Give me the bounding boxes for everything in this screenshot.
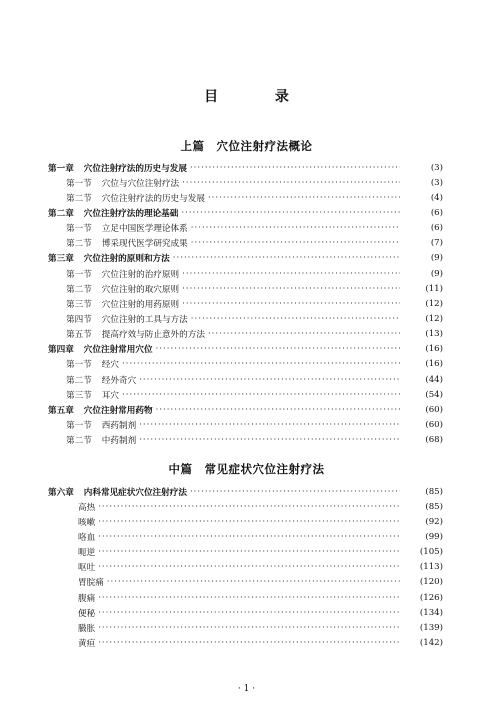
toc-section-row[interactable] [0,281,493,296]
dot-leader [98,547,400,557]
dot-leader [181,208,400,218]
toc-section-row[interactable] [0,357,493,372]
toc-entry-title: 中药制剂 [101,436,137,447]
toc-topic-row[interactable] [0,499,493,514]
toc-chapter-row[interactable] [0,160,493,175]
toc-entry-title: 经穴 [101,360,119,371]
part-label: 上篇 [180,139,205,153]
toc-topic-row[interactable] [0,575,493,590]
dot-leader [139,420,400,430]
toc-section-row[interactable] [0,311,493,326]
toc-entry-title: 便秘 [78,608,96,619]
toc-page-number: (3) [430,177,443,188]
toc-entry-title: 穴位与穴位注射疗法 [101,178,180,189]
toc-entry-title: 穴位注射疗法的历史与发展 [101,193,205,204]
toc-entry-number: 第一节 [66,360,92,371]
dot-leader [191,223,400,233]
toc-entry-number: 第六章 [48,487,74,498]
part-heading-2 [0,461,493,477]
toc-page-number: (60) [425,404,443,415]
dot-leader [208,193,400,203]
toc-topic-row[interactable] [0,635,493,650]
toc-entry-number: 第一节 [66,224,92,235]
toc-topic-row[interactable] [0,560,493,575]
toc-page-number: (113) [419,562,443,573]
dot-leader [98,502,400,512]
toc-page-number: (16) [425,344,443,355]
toc-entry-number: 第三节 [66,299,92,310]
toc-page-number: (6) [430,207,443,218]
toc-page-number: (68) [425,435,443,446]
toc-page-number: (105) [419,547,443,558]
toc-topic-row[interactable] [0,590,493,605]
toc-page-number: (12) [425,298,443,309]
toc-page-number: (99) [425,531,443,542]
dot-leader [98,638,400,648]
toc-list-part-2 [0,484,493,651]
toc-topic-row[interactable] [0,620,493,635]
toc-section-row[interactable] [0,387,493,402]
toc-page-number: (85) [425,486,443,497]
dot-leader [182,284,400,294]
toc-page-number: (9) [430,253,443,264]
dot-leader [191,238,400,248]
toc-entry-title: 胃脘痛 [78,578,104,589]
toc-entry-number: 第一节 [66,269,92,280]
toc-entry-title: 臌胀 [78,623,96,634]
dot-leader [182,299,400,309]
toc-topic-row[interactable] [0,529,493,544]
toc-entry-title: 耳穴 [101,390,119,401]
toc-page-number: (139) [419,622,443,633]
toc-entry-number: 第四节 [66,314,92,325]
toc-entry-number: 第四章 [48,345,74,356]
dot-leader [107,577,400,587]
toc-section-row[interactable] [0,296,493,311]
page-title: 目 录 [204,89,315,105]
toc-topic-row[interactable] [0,545,493,560]
dot-leader [98,608,400,618]
toc-entry-title: 内科常见症状穴位注射疗法 [83,487,187,498]
dot-leader [122,390,400,400]
toc-section-row[interactable] [0,266,493,281]
toc-entry-number: 第五节 [66,330,92,341]
toc-entry-title: 高热 [78,502,96,513]
toc-list-part-1 [0,160,493,448]
dot-leader [122,359,400,369]
toc-entry-title: 提高疗效与防止意外的方法 [101,330,205,341]
dot-leader [98,562,400,572]
dot-leader [156,344,400,354]
toc-page-number: (11) [425,283,443,294]
toc-entry-title: 经外奇穴 [101,375,137,386]
dot-leader [139,435,400,445]
toc-section-row[interactable] [0,190,493,205]
toc-entry-title: 穴位注射常用穴位 [83,345,153,356]
toc-entry-title: 穴位注射的治疗原则 [101,269,180,280]
toc-entry-title: 博采现代医学研究成果 [101,239,188,250]
toc-entry-title: 呃逆 [78,548,96,559]
toc-entry-title: 咯血 [78,532,96,543]
toc-page-number: (6) [430,223,443,234]
toc-page-number: (4) [430,192,443,203]
toc-section-row[interactable] [0,417,493,432]
toc-entry-number: 第一节 [66,420,92,431]
dot-leader [208,329,400,339]
toc-chapter-row[interactable] [0,251,493,266]
toc-page-number: (16) [425,359,443,370]
dot-leader [98,517,400,527]
toc-page-number: (60) [425,419,443,430]
toc-topic-row[interactable] [0,514,493,529]
toc-section-row[interactable] [0,221,493,236]
toc-page-number: (54) [425,389,443,400]
dot-leader [190,487,400,497]
toc-entry-title: 腹痛 [78,593,96,604]
part-title: 穴位注射疗法概论 [216,139,313,153]
toc-entry-number: 第一章 [48,163,74,174]
toc-entry-title: 穴位注射的取穴原则 [101,284,180,295]
toc-page-number: (126) [419,592,443,603]
dot-leader [182,269,400,279]
toc-chapter-row[interactable] [0,342,493,357]
toc-entry-number: 第五章 [48,405,74,416]
toc-entry-title: 立足中国医学理论体系 [101,224,188,235]
toc-entry-title: 穴位注射的工具与方法 [101,314,188,325]
toc-entry-number: 第三章 [48,254,74,265]
toc-page-number: (3) [430,162,443,173]
dot-leader [156,405,400,415]
toc-chapter-row[interactable] [0,402,493,417]
toc-page-number: (44) [425,374,443,385]
toc-page-number: (120) [419,577,443,588]
part-title: 常见症状穴位注射疗法 [204,462,325,476]
toc-section-row[interactable] [0,327,493,342]
toc-entry-number: 第二节 [66,436,92,447]
part-label: 中篇 [168,462,193,476]
toc-page-number: (7) [430,238,443,249]
dot-leader [98,593,400,603]
dot-leader [98,532,400,542]
dot-leader [98,623,400,633]
toc-section-row[interactable] [0,236,493,251]
toc-section-row[interactable] [0,372,493,387]
toc-entry-number: 第二章 [48,208,74,219]
toc-page-number: (13) [425,329,443,340]
toc-entry-number: 第二节 [66,284,92,295]
toc-entry-title: 穴位注射常用药物 [83,405,153,416]
toc-entry-title: 呕吐 [78,563,96,574]
toc-chapter-row[interactable] [0,484,493,499]
part-heading-1 [0,138,493,154]
toc-entry-number: 第二节 [66,239,92,250]
toc-section-row[interactable] [0,433,493,448]
dot-leader [139,375,400,385]
dot-leader [173,253,400,263]
toc-page-number: (134) [419,607,443,618]
toc-entry-title: 穴位注射的用药原则 [101,299,180,310]
toc-entry-title: 西药制剂 [101,420,137,431]
page-number: · 1 · [237,684,256,694]
toc-entry-number: 第三节 [66,390,92,401]
toc-topic-row[interactable] [0,605,493,620]
toc-page-number: (92) [425,516,443,527]
toc-page-number: (9) [430,268,443,279]
toc-entry-number: 第一节 [66,178,92,189]
toc-entry-title: 穴位注射的原则和方法 [83,254,170,265]
dot-leader [190,163,400,173]
toc-section-row[interactable] [0,175,493,190]
toc-entry-title: 穴位注射疗法的理论基础 [83,208,179,219]
toc-entry-title: 穴位注射疗法的历史与发展 [83,163,187,174]
dot-leader [182,178,400,188]
toc-entry-number: 第二节 [66,375,92,386]
toc-entry-title: 咳嗽 [78,517,96,528]
toc-entry-title: 黄疸 [78,638,96,649]
toc-page-number: (142) [419,637,443,648]
toc-page-number: (85) [425,501,443,512]
toc-chapter-row[interactable] [0,205,493,220]
toc-page-number: (12) [425,313,443,324]
toc-entry-number: 第二节 [66,193,92,204]
dot-leader [191,314,400,324]
